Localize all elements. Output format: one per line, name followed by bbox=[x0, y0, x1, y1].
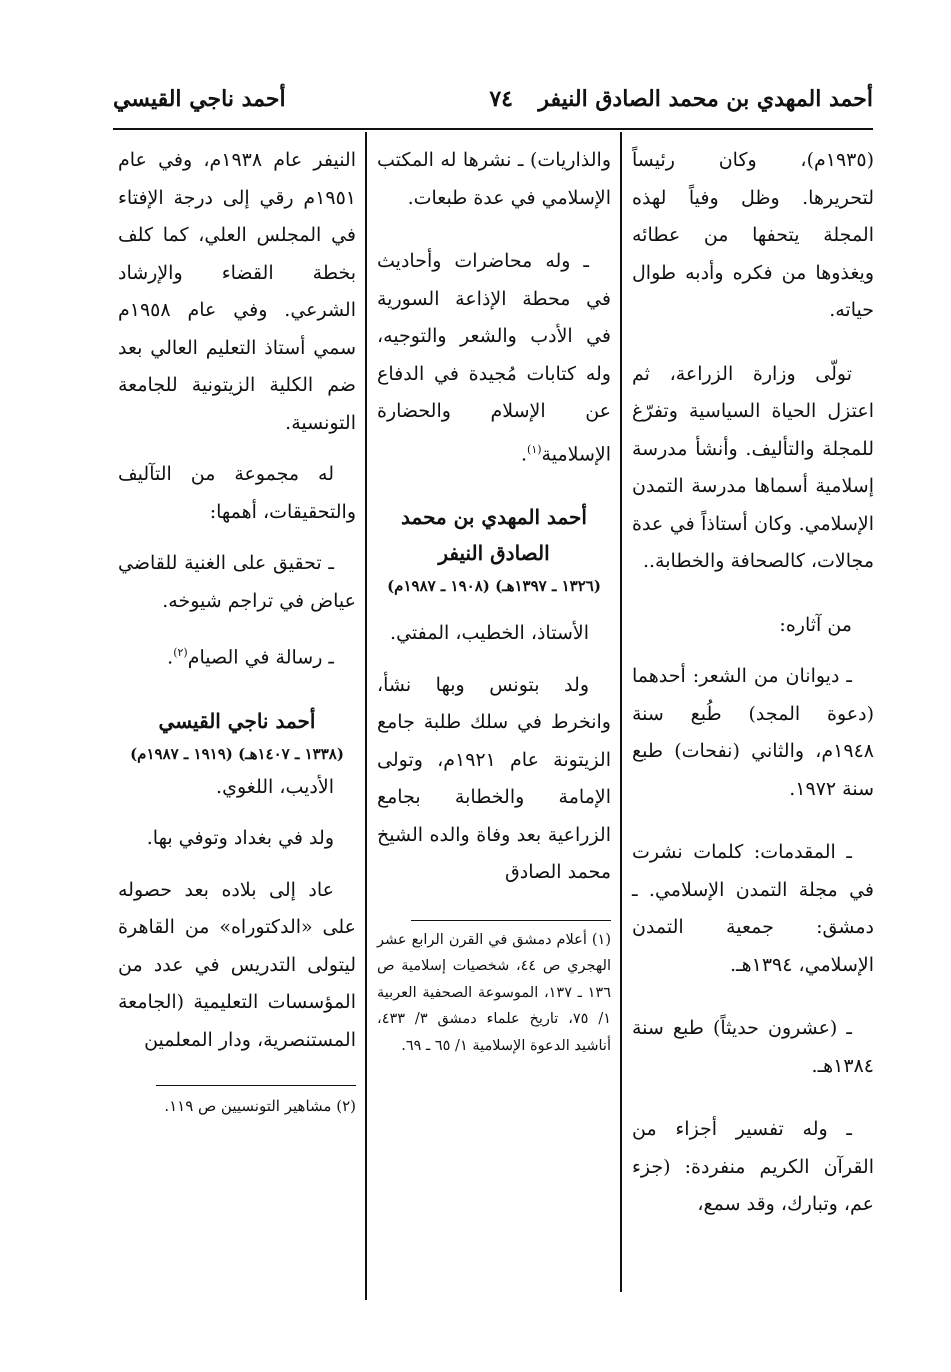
paragraph-text: ـ وله محاضرات وأحاديث في محطة الإذاعة السورية في الأدب والشعر والتوجيه، وله كتابات مُجيدة في الدفاع عن الإسلام والحضارة الإسلامية bbox=[377, 250, 611, 465]
footnote: (١) أعلام دمشق في القرن الرابع عشر الهجري ص ٤٤، شخصيات إسلامية ص ١٣٦ ـ ١٣٧، الموسوعة الصحفية العربية ١/ ٧٥، تاريخ علماء دمشق ٣/ ٤٣٣، أناشيد الدعوة الإسلامية ١/ ٦٥ ـ ٦٩. bbox=[377, 931, 612, 1054]
footnote-marker: (٢) bbox=[173, 646, 188, 659]
paragraph: والذاريات) ـ نشرها له المكتب الإسلامي في عدة طبعات. bbox=[377, 149, 611, 209]
paragraph: ـ تحقيق على الغنية للقاضي عياض في تراجم شيوخه. bbox=[118, 552, 356, 612]
paragraph: (١٩٣٥م)، وكان رئيساً لتحريرها. وظل وفياً لهذه المجلة يتحفها من عطائه ويغذوها من فكره وأدبه طوال حياته. bbox=[632, 149, 874, 321]
header-left-title: أحمد ناجي القيسي bbox=[113, 86, 286, 112]
column-left bbox=[118, 142, 356, 1120]
paragraph-text: ـ رسالة في الصيام bbox=[187, 646, 334, 669]
entry-dates: (١٣٣٨ ـ ١٤٠٧هـ) (١٩١٩ ـ ١٩٨٧م) bbox=[130, 744, 344, 763]
paragraph: الأديب، اللغوي. bbox=[216, 775, 334, 798]
page-number: ٧٤ bbox=[489, 86, 513, 112]
header-right-title: أحمد المهدي بن محمد الصادق النيفر bbox=[538, 86, 873, 112]
entry-dates: (١٣٢٦ ـ ١٣٩٧هـ) (١٩٠٨ ـ ١٩٨٧م) bbox=[387, 577, 601, 596]
footnote-rule bbox=[411, 920, 611, 921]
paragraph: ـ المقدمات: كلمات نشرت في مجلة التمدن الإسلامي. ـ دمشق: جمعية التمدن الإسلامي، ١٣٩٤هـ. bbox=[632, 841, 874, 976]
entry-heading: أحمد ناجي القيسي bbox=[158, 708, 316, 733]
paragraph: من آثاره: bbox=[779, 613, 852, 636]
paragraph: الأستاذ، الخطيب، المفتي. bbox=[390, 622, 589, 645]
paragraph: ولد في بغداد وتوفي بها. bbox=[146, 827, 334, 850]
footnote-rule bbox=[156, 1085, 356, 1086]
running-header bbox=[113, 84, 873, 128]
paragraph: ـ ديوانان من الشعر: أحدهما (دعوة المجد) طُبع سنة ١٩٤٨م، والثاني (نفحات) طبع سنة ١٩٧٢. bbox=[632, 665, 874, 800]
footnote-marker: (١) bbox=[527, 442, 542, 456]
column-right bbox=[632, 142, 874, 1224]
footnote: (٢) مشاهير التونسيين ص ١١٩. bbox=[164, 1097, 356, 1116]
paragraph: عاد إلى بلاده بعد حصوله على «الدكتوراه» من القاهرة ليتولى التدريس في عدد من المؤسسات التعليمية (الجامعة المستنصرية، ودار المعلمين bbox=[118, 878, 356, 1051]
paragraph: تولّى وزارة الزراعة، ثم اعتزل الحياة السياسية وتفرّغ للمجلة والتأليف. وأنشأ مدرسة إسلامية أسماها مدرسة التمدن الإسلامي. وكان أستاذاً في عدة مجالات، كالصحافة والخطابة.. bbox=[632, 362, 874, 572]
entry-heading: أحمد المهدي بن محمد bbox=[401, 505, 587, 530]
paragraph: ـ وله محاضرات وأحاديث في محطة الإذاعة السورية في الأدب والشعر والتوجيه، وله كتابات مُجيدة في الدفاع عن الإسلام والحضارة الإسلامية$^{(١)}$. bbox=[377, 250, 611, 465]
paragraph: ـ (عشرون حديثاً) طبع سنة ١٣٨٤هـ. bbox=[632, 1017, 874, 1077]
header-rule bbox=[113, 128, 873, 130]
paragraph: ولد بتونس وبها نشأ، وانخرط في سلك طلبة جامع الزيتونة عام ١٩٢١م، وتولى الإمامة والخطابة بجامع الزراعية بعد وفاة والده الشيخ محمد الصادق bbox=[377, 673, 611, 884]
paragraph: النيفر عام ١٩٣٨م، وفي عام ١٩٥١م رقي إلى درجة الإفتاء في المجلس العلي، كما كلف بخطة القضاء والإرشاد الشرعي. وفي عام ١٩٥٨م سمي أستاذ التعليم العالي بعد ضم الكلية الزيتونية للجامعة التونسية. bbox=[118, 149, 356, 434]
entry-heading: الصادق النيفر bbox=[438, 541, 550, 566]
column-divider-left bbox=[365, 132, 367, 1300]
paragraph: ـ وله تفسير أجزاء من القرآن الكريم منفردة: (جزء عم، وتبارك، وقد سمع، bbox=[632, 1118, 874, 1215]
column-middle bbox=[377, 142, 611, 1059]
paragraph: له مجموعة من التآليف والتحقيقات، أهمها: bbox=[118, 463, 356, 523]
paragraph: ـ رسالة في الصيام$^{(٢)}$. bbox=[167, 646, 334, 669]
column-divider-right bbox=[620, 132, 622, 1292]
